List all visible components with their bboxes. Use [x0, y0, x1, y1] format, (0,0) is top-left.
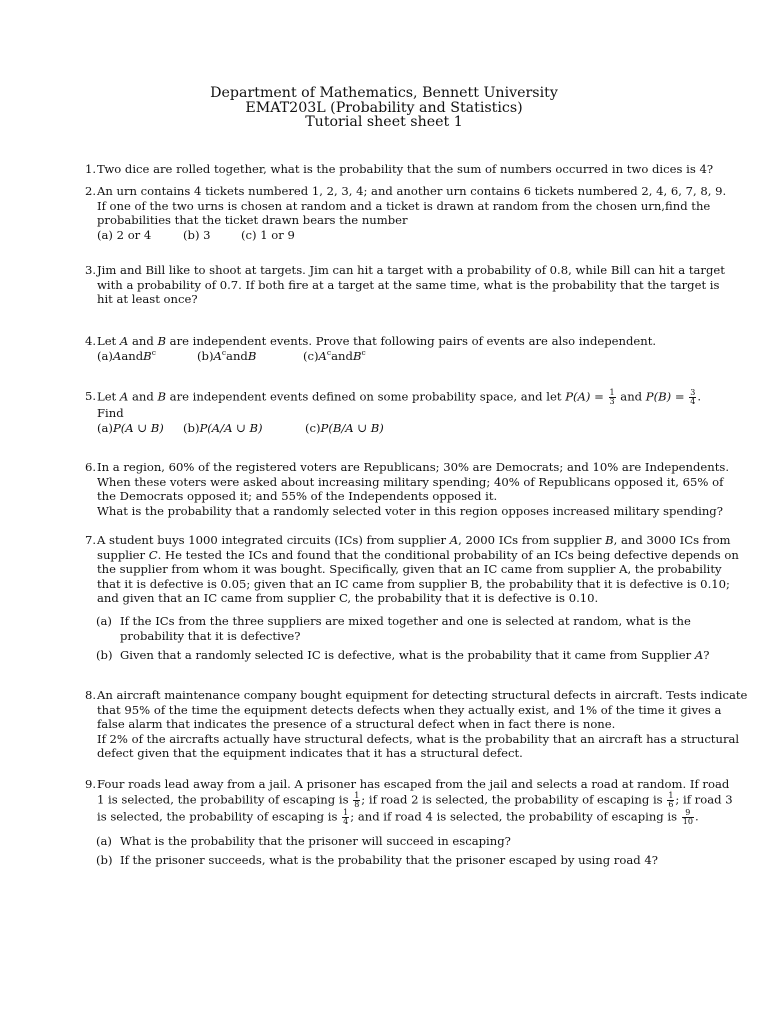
question-text: hit at least once? [97, 292, 198, 307]
question-9 [80, 777, 733, 868]
question-number: 9. [84, 777, 96, 791]
option-c: $(c)A^candB^c$ [303, 347, 366, 363]
question-number: 3. [84, 263, 96, 277]
question-text: and given that an IC came from supplier C, the probability that it is defective is 0.10. [97, 591, 599, 606]
subquestion-label: (b) [96, 853, 113, 868]
fraction: $\frac{1}{8}$ [354, 790, 360, 809]
question-text: In a region, 60% of the registered voters are Republicans; 30% are Democrats; and 10% are Independents. [97, 460, 730, 474]
question-2 [80, 184, 727, 242]
fraction: $\frac{9}{10}$ [682, 807, 693, 826]
subquestion-text: If the prisoner succeeds, what is the probability that the prisoner escaped by using road 4? [120, 853, 658, 868]
subquestion-a [96, 833, 704, 849]
fraction: $\frac{1}{3}$ [609, 388, 615, 406]
question-text: the supplier from whom it was bought. Specifically, given that an IC came from supplier A, the probability [97, 562, 722, 577]
option-b: $(b)A^candB$ [197, 347, 257, 363]
option-a: (a)AandB$^c$ [97, 347, 156, 363]
fraction: $\frac{3}{4}$ [690, 388, 696, 406]
question-7 [80, 533, 739, 663]
subquestion-label: (b) [96, 648, 113, 663]
fraction: $\frac{1}{4}$ [343, 807, 349, 826]
subquestion-text: probability that it is defective? [120, 628, 301, 643]
question-4 [80, 334, 704, 363]
question-number: 6. [84, 460, 96, 474]
option-a: (a)P(A ∪ B) [97, 420, 164, 435]
question-text: false alarm that indicates the presence of a structural defect when in fact there is none. [97, 717, 616, 732]
question-text: that 95% of the time the equipment detects defects when they actually exist, and 1% of the time it gives a [97, 702, 722, 717]
question-number: 5. [84, 389, 96, 403]
course-title: EMAT203L (Probability and Statistics) [245, 99, 523, 116]
question-text: Two dice are rolled together, what is the probability that the sum of numbers occurred in two dices is 4? [97, 162, 714, 176]
subquestion-b [96, 853, 704, 868]
question-number: 8. [84, 688, 96, 702]
option-c: (c)P(B/A ∪ B) [305, 420, 384, 435]
subquestion-text: Given that a randomly selected IC is defective, what is the probability that it came from Supplier A? [120, 648, 710, 663]
question-text: An aircraft maintenance company bought equipment for detecting structural defects in aircraft. Tests indicate [97, 688, 748, 702]
question-5 [80, 389, 704, 435]
question-text: Find [97, 406, 124, 420]
question-number: 1. [84, 162, 96, 176]
question-text: Let A and B are independent events defined on some probability space, and let P(A) = $\frac{1}{3}$ and P(B) = $\frac{3}{4}$ . [97, 388, 701, 406]
subquestion-a [96, 613, 704, 643]
subquestion-label: (a) [96, 613, 112, 628]
question-text: A student buys 1000 integrated circuits (ICs) from supplier A, 2000 ICs from supplier B, and 3000 ICs from [97, 533, 731, 547]
question-number: 2. [84, 184, 96, 198]
subquestion-label: (a) [96, 833, 112, 848]
subquestion-text: If the ICs from the three suppliers are mixed together and one is selected at random, what is the [120, 613, 691, 628]
question-text: defect given that the equipment indicates that it has a structural defect. [97, 746, 523, 761]
question-text: supplier C. He tested the ICs and found that the conditional probability of an ICs being defective depends on [97, 547, 739, 562]
department-title: Department of Mathematics, Bennett University [210, 85, 558, 101]
question-text: 1 is selected, the probability of escaping is $\frac{1}{8}$ ; if road 2 is selected, the probability of escaping is $\frac{1}{6}$ ; if road 3 [97, 790, 733, 809]
answer-options [97, 228, 704, 243]
document-header [0, 86, 768, 130]
question-8 [80, 688, 748, 761]
question-text: If one of the two urns is chosen at random and a ticket is drawn at random from the chosen urn,find the [97, 198, 711, 213]
question-text: Let A and B are independent events. Prove that following pairs of events are also independent. [97, 334, 657, 348]
option-c: (c) 1 or 9 [241, 227, 295, 242]
subquestion-b [96, 648, 710, 663]
question-text: is selected, the probability of escaping is $\frac{1}{4}$ ; and if road 4 is selected, the probability of escaping is $\frac{9}{10}$ . [97, 807, 699, 826]
option-b: (b)P(A/A ∪ B) [183, 420, 263, 435]
question-text: An urn contains 4 tickets numbered 1, 2, 3, 4; and another urn contains 6 tickets numbered 2, 4, 6, 7, 8, 9. [97, 184, 727, 198]
question-text: What is the probability that a randomly selected voter in this region opposes increased military spending? [97, 503, 723, 518]
question-text: When these voters were asked about increasing military spending; 40% of Republicans opposed it, 65% of [97, 474, 724, 489]
question-text: Four roads lead away from a jail. A prisoner has escaped from the jail and selects a road at random. If road [97, 777, 730, 791]
option-b: (b) 3 [183, 227, 211, 242]
question-1 [80, 162, 714, 177]
question-text: the Democrats opposed it; and 55% of the Independents opposed it. [97, 489, 498, 504]
question-number: 4. [84, 334, 96, 348]
subquestion-text: What is the probability that the prisoner will succeed in escaping? [120, 833, 511, 848]
answer-options [97, 349, 704, 364]
answer-options [97, 421, 704, 436]
question-text: that it is defective is 0.05; given that an IC came from supplier B, the probability that it is defective is 0.10; [97, 576, 730, 591]
question-text: Jim and Bill like to shoot at targets. Jim can hit a target with a probability of 0.8, while Bill can hit a target [97, 263, 725, 277]
question-number: 7. [84, 533, 96, 547]
question-text: with a probability of 0.7. If both fire at a target at the same time, what is the probability that the target is [97, 277, 720, 292]
question-text: probabilities that the ticket drawn bears the number [97, 213, 408, 228]
option-a: (a) 2 or 4 [97, 227, 152, 242]
sheet-title: Tutorial sheet sheet 1 [305, 114, 463, 131]
question-6 [80, 460, 730, 518]
question-text: If 2% of the aircrafts actually have structural defects, what is the probability that an aircraft has a structural [97, 731, 740, 746]
question-3 [80, 263, 725, 307]
fraction: $\frac{1}{6}$ [668, 790, 674, 809]
